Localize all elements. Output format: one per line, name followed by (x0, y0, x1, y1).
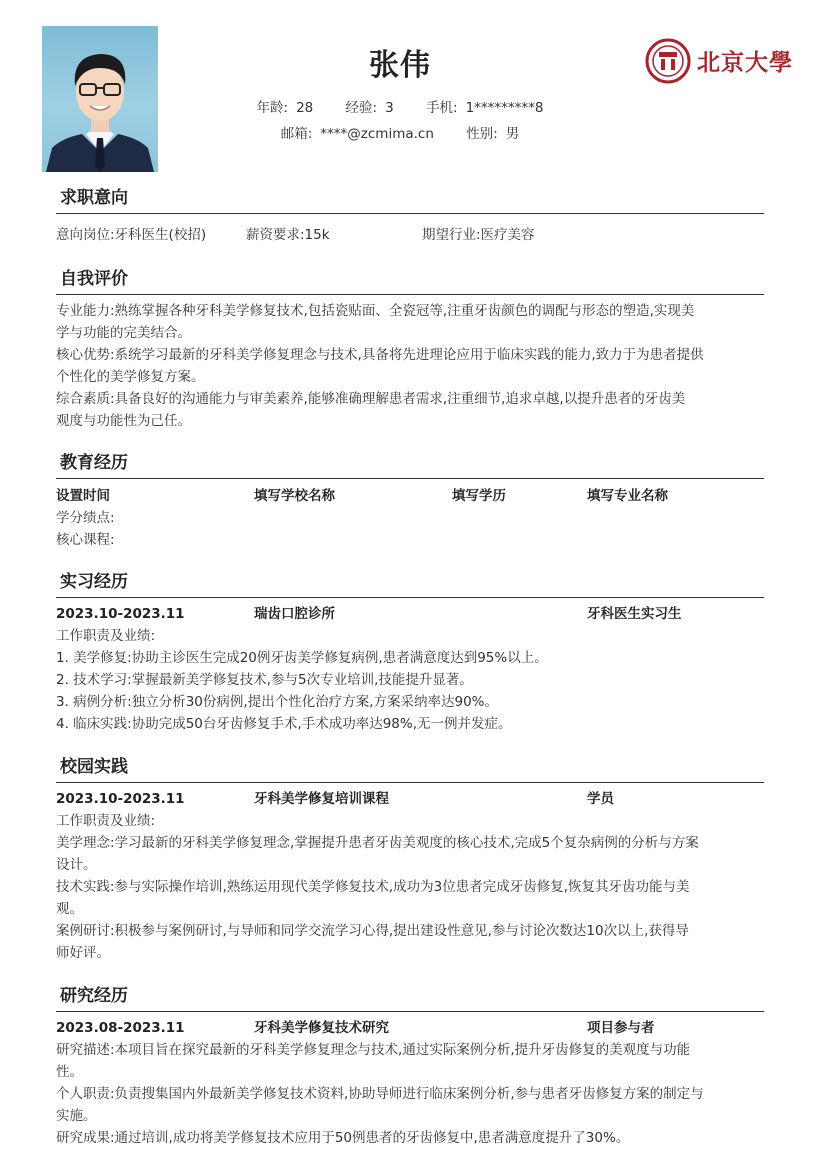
campus-line: 技术实践:参与实际操作培训,熟练运用现代美学修复技术,成功为3位患者完成牙齿修复,恢复其牙齿功能与美 (56, 879, 690, 895)
phone-field (426, 96, 544, 116)
campus-header-row (56, 788, 764, 810)
education-section (56, 451, 764, 551)
campus-practice-section (56, 755, 764, 964)
self-eval-line: 学与功能的完美结合。 (56, 325, 191, 341)
campus-line: 师好评。 (56, 945, 110, 961)
internship-line: 4. 临床实践:协助完成50台牙齿修复手术,手术成功率达98%,无一例并发症。 (56, 716, 512, 732)
section-title-education: 教育经历 (56, 451, 764, 479)
internship-org: 瑞齿口腔诊所 (254, 606, 335, 622)
gender-value: 男 (505, 126, 520, 142)
self-eval-line: 观度与功能性为己任。 (56, 413, 191, 429)
university-logo (645, 38, 795, 84)
internship-line: 工作职责及业绩: (56, 628, 156, 644)
gender-label: 性别: (466, 126, 498, 142)
research-header-row (56, 1017, 764, 1039)
phone-label: 手机: (426, 100, 458, 116)
self-eval-line: 综合素质:具备良好的沟通能力与审美素养,能够准确理解患者需求,注重细节,追求卓越,以提升患者的牙齿美 (56, 391, 686, 407)
campus-line: 工作职责及业绩: (56, 813, 156, 829)
age-label: 年龄: (256, 100, 289, 116)
education-school: 填写学校名称 (254, 488, 335, 504)
experience-field (346, 96, 394, 116)
research-line: 研究成果:通过培训,成功将美学修复技术应用于50例患者的牙齿修复中,患者满意度提升了30%。 (56, 1130, 630, 1146)
internship-header-row (56, 603, 764, 625)
campus-line: 设计。 (56, 857, 97, 873)
university-seal-icon (645, 38, 691, 84)
research-section (56, 984, 764, 1149)
research-line: 个人职责:负责搜集国内外最新美学修复技术资料,协助导师进行临床案例分析,参与患者牙齿修复方案的制定与 (56, 1086, 704, 1102)
job-intent-section (56, 186, 764, 246)
research-line: 实施。 (56, 1108, 97, 1124)
phone-value: 1*********8 (465, 100, 544, 116)
internship-section (56, 570, 764, 735)
email-label: 邮箱: (280, 126, 313, 142)
internship-line: 2. 技术学习:掌握最新美学修复技术,参与5次专业培训,技能提升显著。 (56, 672, 473, 688)
email-value: ****@zcmima.cn (320, 126, 434, 142)
education-courses: 核心课程: (56, 532, 115, 548)
contact-row-1 (0, 96, 800, 116)
research-line: 性。 (56, 1064, 83, 1080)
self-eval-line: 个性化的美学修复方案。 (56, 369, 205, 385)
self-evaluation-section (56, 267, 764, 432)
self-eval-line: 核心优势:系统学习最新的牙科美学修复理念与技术,具备将先进理论应用于临床实践的能力,致力于为患者提供 (56, 347, 704, 363)
university-name: 北京大學 (697, 49, 793, 76)
campus-line: 案例研讨:积极参与案例研讨,与导师和同学交流学习心得,提出建设性意见,参与讨论次数达10次以上,获得导 (56, 923, 689, 939)
email-field (281, 122, 434, 142)
campus-time: 2023.10-2023.11 (56, 791, 185, 807)
experience-label: 经验: (345, 100, 378, 116)
section-title-self-evaluation: 自我评价 (56, 267, 764, 295)
education-header-row (56, 485, 764, 507)
internship-line: 1. 美学修复:协助主诊医生完成20例牙齿美学修复病例,患者满意度达到95%以上。 (56, 650, 548, 666)
campus-line: 观。 (56, 901, 83, 917)
internship-role: 牙科医生实习生 (587, 606, 682, 622)
research-time: 2023.08-2023.11 (56, 1020, 185, 1036)
contact-row-2 (0, 122, 800, 142)
experience-value: 3 (385, 100, 394, 116)
section-title-campus-practice: 校园实践 (56, 755, 764, 783)
intent-row (56, 224, 764, 246)
research-role: 项目参与者 (587, 1020, 655, 1036)
internship-time: 2023.10-2023.11 (56, 606, 185, 622)
age-value: 28 (296, 100, 314, 116)
section-title-internship: 实习经历 (56, 570, 764, 598)
education-degree: 填写学历 (452, 488, 506, 504)
candidate-name: 张伟 (369, 48, 431, 83)
education-major: 填写专业名称 (587, 488, 668, 504)
intent-industry: 期望行业:医疗美容 (422, 227, 535, 243)
internship-line: 3. 病例分析:独立分析30份病例,提出个性化治疗方案,方案采纳率达90%。 (56, 694, 498, 710)
education-time: 设置时间 (56, 488, 110, 504)
gender-field (466, 122, 519, 142)
intent-position: 意向岗位:牙科医生(校招) (56, 227, 207, 243)
section-title-research: 研究经历 (56, 984, 764, 1012)
campus-line: 美学理念:学习最新的牙科美学修复理念,掌握提升患者牙齿美观度的核心技术,完成5个复杂病例的分析与方案 (56, 835, 699, 851)
campus-role: 学员 (587, 791, 614, 807)
age-field (257, 96, 314, 116)
self-eval-line: 专业能力:熟练掌握各种牙科美学修复技术,包括瓷贴面、全瓷冠等,注重牙齿颜色的调配与形态的塑造,实现美 (56, 303, 695, 319)
research-line: 研究描述:本项目旨在探究最新的牙科美学修复理念与技术,通过实际案例分析,提升牙齿修复的美观度与功能 (56, 1042, 691, 1058)
campus-org: 牙科美学修复培训课程 (254, 791, 389, 807)
education-gpa: 学分绩点: (56, 510, 115, 526)
intent-salary: 薪资要求:15k (246, 227, 330, 243)
research-project: 牙科美学修复技术研究 (254, 1020, 389, 1036)
section-title-job-intent: 求职意向 (56, 186, 764, 214)
